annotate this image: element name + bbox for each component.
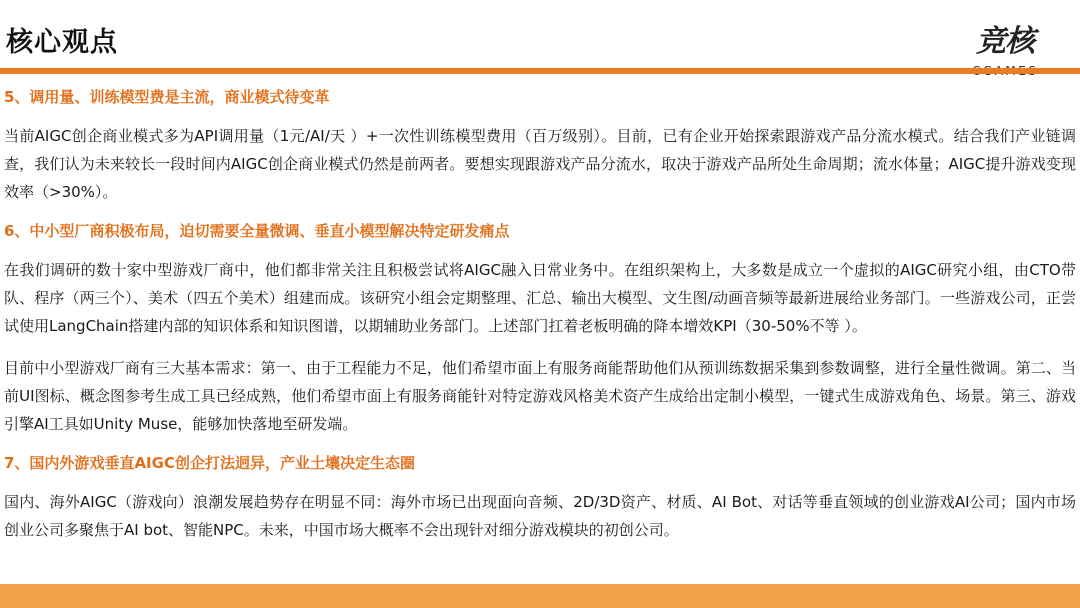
page-title: 核心观点 [6, 27, 118, 58]
section-paragraph: 在我们调研的数十家中型游戏厂商中，他们都非常关注且积极尝试将AIGC融入日常业务中。在组织架构上，大多数是成立一个虚拟的AIGC研究小组，由CTO带队、程序（两三个）、美术（四五个美术）组建而成。该研究小组会定期整理、汇总、输出大模型、文生图/动画音频等最新进展给业务部门。一些游戏公司，正尝试使用LangChain搭建内部的知识体系和知识图谱，以期辅助业务部门。上述部门扛着老板明确的降本增效KPI（30-50%不等 ）。 [4, 261, 1076, 335]
section-heading: 5、调用量、训练模型费是主流，商业模式待变革 [4, 88, 330, 106]
section-paragraph: 当前AIGC创企商业模式多为API调用量（1元/AI/天 ）+一次性训练模型费用（百万级别）。目前，已有企业开始探索跟游戏产品分流水模式。结合我们产业链调查，我们认为未来较长一段时间内AIGC创企商业模式仍然是前两者。要想实现跟游戏产品分流水，取决于游戏产品所处生命周期；流水体量；AIGC提升游戏变现效率（>30%）。 [4, 127, 1076, 201]
section-6 [4, 220, 1076, 438]
main-content [4, 86, 1076, 558]
header-divider [0, 68, 1080, 74]
section-heading: 6、中小型厂商积极布局，迫切需要全量微调、垂直小模型解决特定研发痛点 [4, 222, 510, 240]
section-paragraph: 目前中小型游戏厂商有三大基本需求：第一、由于工程能力不足，他们希望市面上有服务商能帮助他们从预训练数据采集到参数调整，进行全量性微调。第二、当前UI图标、概念图参考生成工具已经成熟，他们希望市面上有服务商能针对特定游戏风格美术资产生成给出定制小模型，一键式生成游戏角色、场景。第三、游戏引擎AI工具如Unity Muse，能够加快落地至研发端。 [4, 359, 1076, 433]
logo-mark: 竞核 [976, 24, 1034, 59]
section-7 [4, 452, 1076, 544]
footer-bar [0, 584, 1080, 608]
section-5 [4, 86, 1076, 206]
section-heading: 7、国内外游戏垂直AIGC创企打法迥异，产业土壤决定生态圈 [4, 454, 415, 472]
section-paragraph: 国内、海外AIGC（游戏向）浪潮发展趋势存在明显不同：海外市场已出现面向音频、2D/3D资产、材质、AI Bot、对话等垂直领域的创业游戏AI公司；国内市场创业公司多聚焦于AI bot、智能NPC。未来，中国市场大概率不会出现针对细分游戏模块的初创公司。 [4, 493, 1076, 539]
